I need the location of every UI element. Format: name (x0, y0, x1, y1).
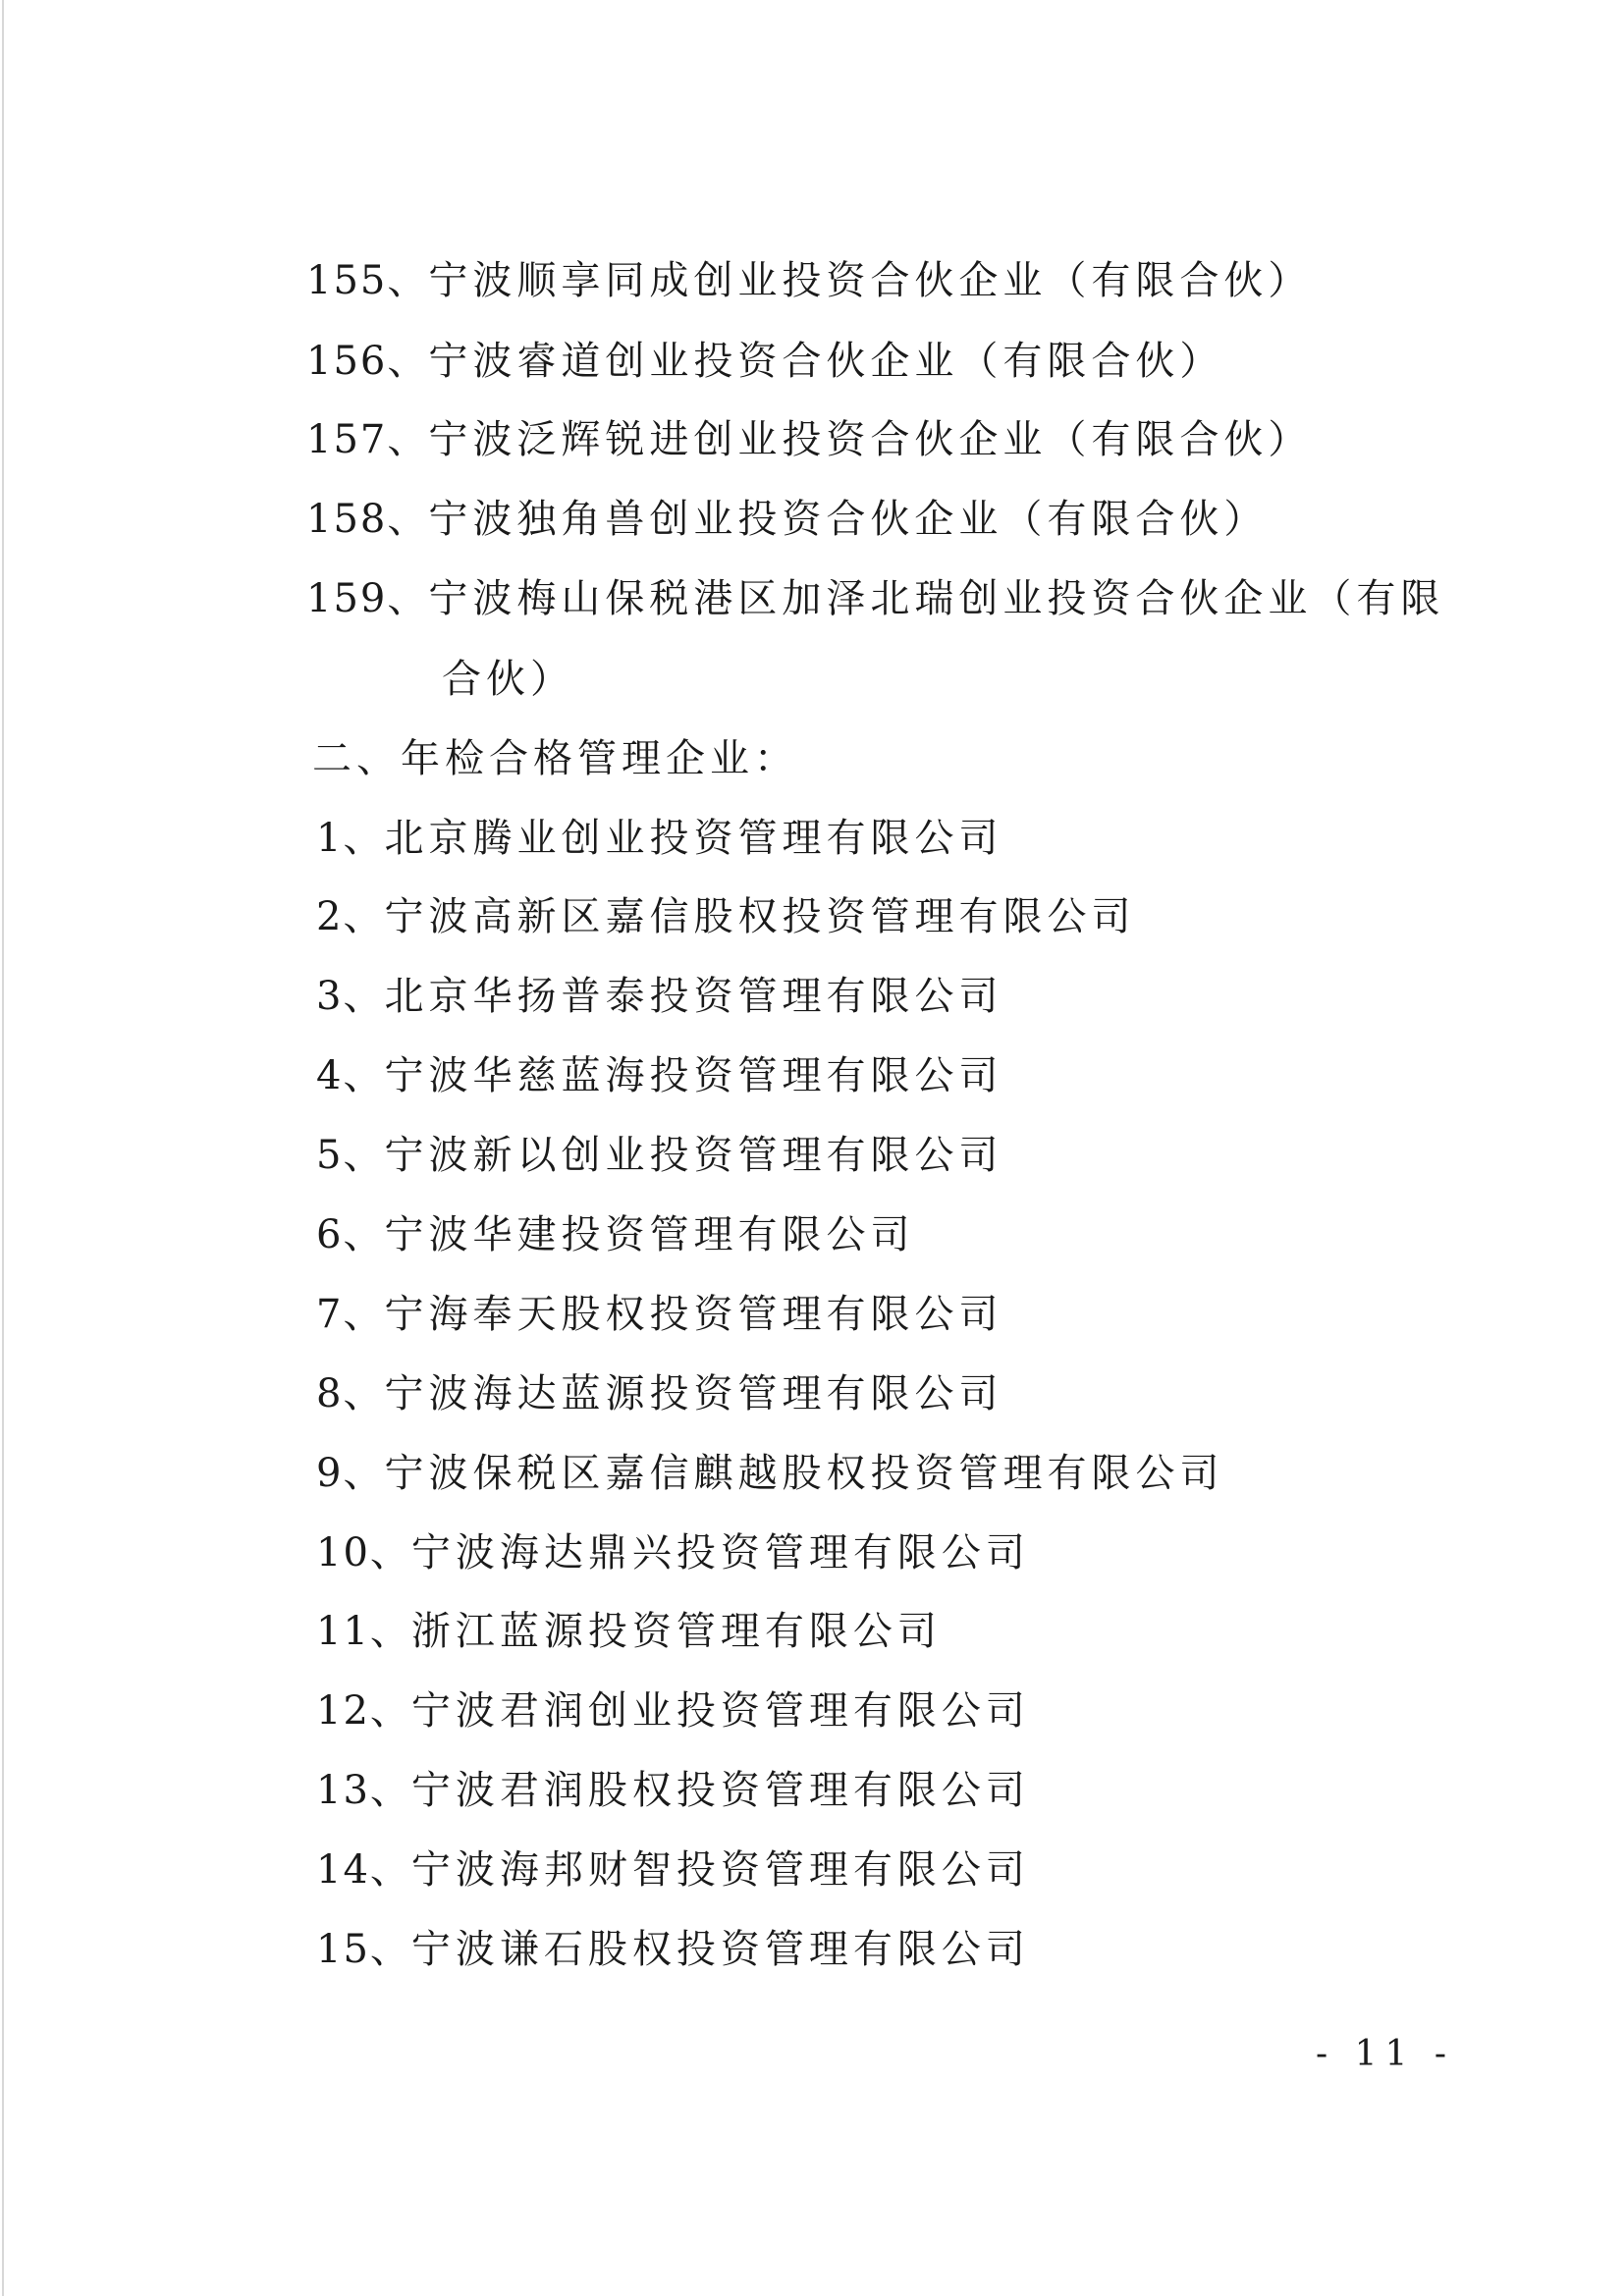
list-item: 156、宁波睿道创业投资合伙企业（有限合伙） (306, 339, 1224, 384)
section-heading: 二、年检合格管理企业： (312, 736, 798, 781)
list-item: 12、宁波君润创业投资管理有限公司 (316, 1688, 1030, 1734)
list-item: 14、宁波海邦财智投资管理有限公司 (316, 1847, 1030, 1893)
scan-edge-line (2, 0, 4, 2296)
list-item: 157、宁波泛辉锐进创业投资合伙企业（有限合伙） (306, 417, 1313, 462)
list-item: 7、宁海奉天股权投资管理有限公司 (316, 1292, 1003, 1337)
list-item: 159、宁波梅山保税港区加泽北瑞创业投资合伙企业（有限 (306, 576, 1445, 621)
list-item: 13、宁波君润股权投资管理有限公司 (316, 1768, 1030, 1813)
list-item: 10、宁波海达鼎兴投资管理有限公司 (316, 1530, 1030, 1575)
list-item: 9、宁波保税区嘉信麒越股权投资管理有限公司 (316, 1451, 1224, 1496)
page-number: - 11 - (1316, 2034, 1455, 2074)
list-item: 15、宁波谦石股权投资管理有限公司 (316, 1927, 1030, 1972)
list-item: 155、宁波顺享同成创业投资合伙企业（有限合伙） (306, 258, 1313, 303)
list-item: 5、宁波新以创业投资管理有限公司 (316, 1133, 1003, 1178)
list-item: 8、宁波海达蓝源投资管理有限公司 (316, 1371, 1003, 1416)
list-item: 158、宁波独角兽创业投资合伙企业（有限合伙） (306, 497, 1269, 542)
list-item: 1、北京腾业创业投资管理有限公司 (316, 816, 1003, 861)
list-item: 4、宁波华慈蓝海投资管理有限公司 (316, 1053, 1003, 1098)
list-item-continuation: 合伙） (442, 657, 574, 702)
list-item: 6、宁波华建投资管理有限公司 (316, 1212, 915, 1257)
list-item: 2、宁波高新区嘉信股权投资管理有限公司 (316, 894, 1136, 939)
list-item: 11、浙江蓝源投资管理有限公司 (316, 1609, 942, 1654)
list-item: 3、北京华扬普泰投资管理有限公司 (316, 974, 1003, 1019)
